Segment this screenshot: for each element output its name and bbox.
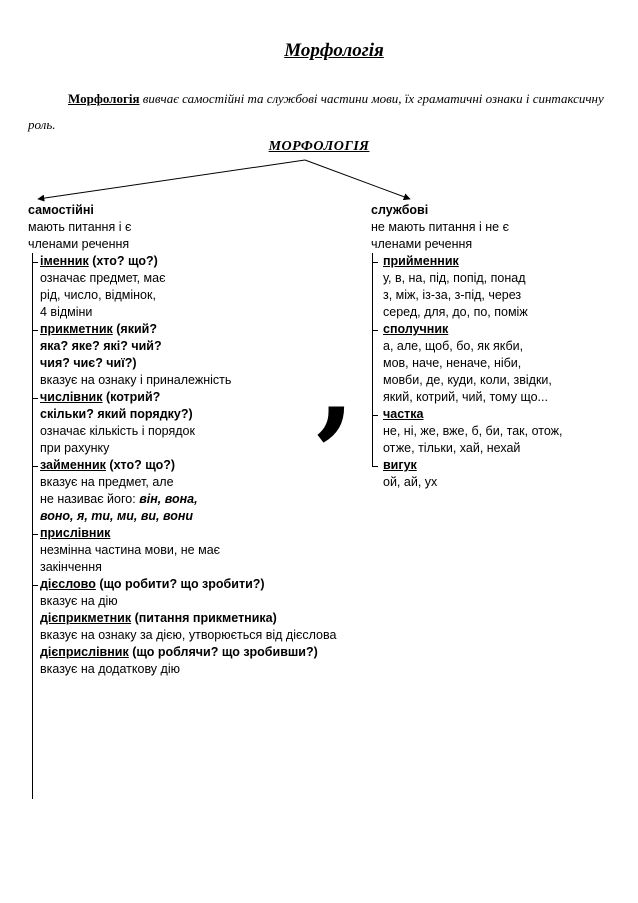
participle-entry: дієприкметник (питання прикметника): [40, 611, 277, 625]
left-desc2: членами речення: [28, 237, 130, 251]
conjunction-entry: сполучник: [383, 322, 449, 336]
gerund-entry: дієприслівник (що роблячи? що зробивши?): [40, 645, 318, 659]
participle-desc: вказує на ознаку за дією, утворюється від дієслова: [40, 628, 337, 642]
adverb-desc: закінчення: [40, 560, 102, 574]
right-title: службові: [371, 203, 429, 217]
preposition-entry: прийменник: [383, 254, 459, 268]
interjection-entry: вигук: [383, 458, 417, 472]
particle-examples: не, ні, же, вже, б, би, так, отож,: [383, 424, 563, 438]
diagram-heading: МОРФОЛОГІЯ: [268, 139, 370, 154]
interjection-examples: ой, ай, ух: [383, 475, 438, 489]
right-desc1: не мають питання і не є: [371, 220, 509, 234]
adjective-entry: прикметник (який?: [40, 322, 157, 336]
page-title: Морфологія: [284, 40, 384, 61]
noun-desc: рід, число, відмінок,: [40, 288, 156, 302]
conjunction-examples: мов, наче, неначе, ніби,: [383, 356, 522, 370]
adverb-desc: незмінна частина мови, не має: [40, 543, 221, 557]
adverb-entry: прислівник: [40, 526, 111, 540]
right-desc2: членами речення: [371, 237, 473, 251]
gerund-desc: вказує на додаткову дію: [40, 662, 180, 676]
pronoun-examples: воно, я, ти, ми, ви, вони: [40, 509, 194, 523]
intro-text: вивчає самостійні та службові частини мови, їх граматичні ознаки і синтаксичну роль.: [28, 91, 604, 132]
verb-entry: дієслово (що робити? що зробити?): [40, 577, 265, 591]
noun-desc: 4 відміни: [40, 305, 93, 319]
preposition-examples: у, в, на, під, попід, понад: [383, 271, 526, 285]
adjective-questions: чия? чиє? чиї?): [40, 356, 137, 370]
arrow-right: [305, 160, 410, 199]
numeral-questions: скільки? який порядку?): [40, 407, 193, 421]
conjunction-examples: а, але, щоб, бо, як якби,: [383, 339, 524, 353]
left-title: самостійні: [28, 203, 94, 217]
adjective-questions: яка? яке? які? чий?: [40, 339, 162, 353]
conjunction-examples: мовби, де, куди, коли, звідки,: [383, 373, 552, 387]
arrow-left: [38, 160, 305, 199]
numeral-desc: при рахунку: [40, 441, 110, 455]
pronoun-desc: вказує на предмет, але: [40, 475, 174, 489]
left-desc1: мають питання і є: [28, 220, 132, 234]
particle-examples: отже, тільки, хай, нехай: [383, 441, 521, 455]
noun-entry: іменник (хто? що?): [40, 254, 158, 268]
particle-entry: частка: [383, 407, 424, 421]
preposition-examples: з, між, із-за, з-під, через: [383, 288, 522, 302]
pronoun-entry: займенник (хто? що?): [40, 458, 176, 472]
right-bracket-line: [372, 253, 373, 467]
conjunction-examples: який, котрий, чий, тому що...: [383, 390, 548, 404]
adjective-desc: вказує на ознаку і приналежність: [40, 373, 232, 387]
numeral-entry: числівник (котрий?: [40, 390, 161, 404]
noun-desc: означає предмет, має: [40, 271, 166, 285]
branch-arrows: [0, 0, 638, 210]
pronoun-desc: не називає його: він, вона,: [40, 492, 198, 506]
preposition-examples: серед, для, до, по, поміж: [383, 305, 528, 319]
left-bracket-line: [32, 253, 33, 799]
verb-desc: вказує на дію: [40, 594, 118, 608]
comma-symbol: ,: [316, 320, 355, 451]
intro-term: Морфологія: [68, 91, 140, 106]
numeral-desc: означає кількість і порядок: [40, 424, 195, 438]
